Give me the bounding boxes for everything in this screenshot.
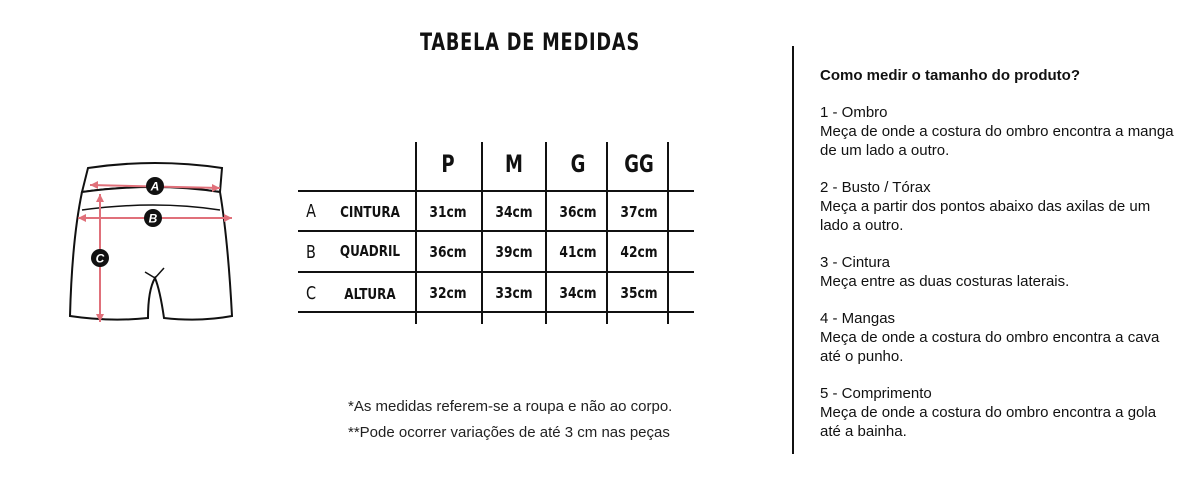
size-header-p: P [441,150,455,178]
item-heading: 3 - Cintura [820,254,891,271]
svg-text:B: B [148,211,158,226]
svg-text:A: A [150,179,160,194]
table-cell: 36cm [429,243,467,261]
list-item [820,103,1180,160]
table-cell: 31cm [429,203,467,221]
table-cell: 36cm [559,203,597,221]
how-to-measure [820,66,1180,459]
table-cell: 39cm [495,243,533,261]
item-text: Meça a partir dos pontos abaixo das axilas de um lado a outro. [820,198,1151,234]
list-item [820,178,1180,235]
table-cell: 35cm [620,284,658,302]
item-heading: 5 - Comprimento [820,385,932,402]
item-text: Meça entre as duas costuras laterais. [820,273,1070,290]
item-heading: 2 - Busto / Tórax [820,179,931,196]
list-item [820,309,1180,366]
row-label-altura: ALTURA [344,285,396,303]
row-label-quadril: QUADRIL [339,242,401,260]
table-cell: 34cm [495,203,533,221]
size-header-g: G [570,150,586,178]
item-text: Meça de onde a costura do ombro encontra a gola até a bainha. [820,404,1157,440]
item-text: Meça de onde a costura do ombro encontra a manga de um lado a outro. [820,123,1174,159]
row-letter-c: C [305,283,317,304]
table-cell: 33cm [495,284,533,302]
list-item [820,384,1180,441]
row-letter-b: B [306,242,316,263]
table-cell: 41cm [559,243,597,261]
list-item [820,253,1180,291]
note-measures: *As medidas referem-se a roupa e não ao corpo. [348,398,673,415]
svg-text:C: C [95,251,105,266]
item-heading: 4 - Mangas [820,310,896,327]
page-title: TABELA DE MEDIDAS [419,28,641,56]
table-cell: 37cm [620,203,658,221]
divider [792,46,794,454]
note-variation: **Pode ocorrer variações de até 3 cm nas peças [348,424,670,441]
table-cell: 32cm [429,284,467,302]
row-label-cintura: CINTURA [340,203,400,221]
item-text: Meça de onde a costura do ombro encontra a cava até o punho. [820,329,1160,365]
size-header-m: M [505,150,523,178]
item-heading: 1 - Ombro [820,104,888,121]
size-header-gg: GG [624,150,654,178]
table-cell: 34cm [559,284,597,302]
row-letter-a: A [306,201,316,222]
table-cell: 42cm [620,243,658,261]
how-to-title: Como medir o tamanho do produto? [820,67,1080,84]
